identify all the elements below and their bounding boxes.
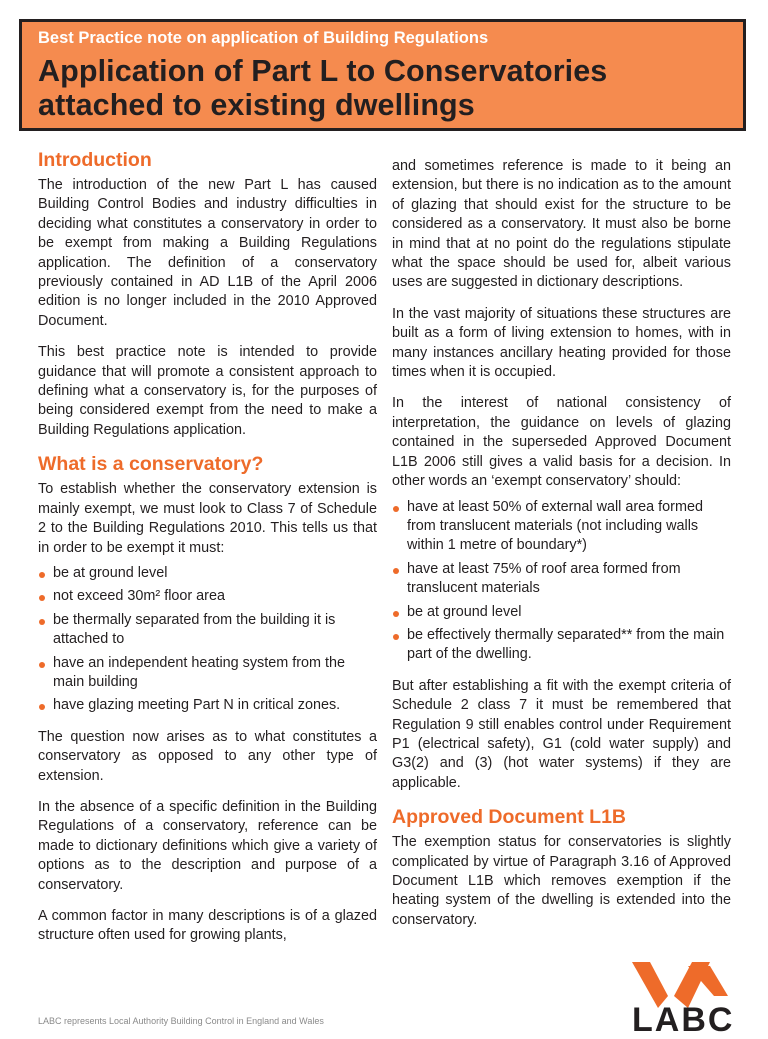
bullet-icon — [39, 662, 45, 668]
exempt-conservatory-criteria-list — [392, 498, 731, 665]
what-is-conservatory-heading: What is a conservatory? — [38, 453, 264, 476]
list-item: have at least 50% of external wall area formed from translucent materials (not including walls within 1 metre of boundary*) — [392, 498, 731, 556]
bullet-icon — [39, 704, 45, 710]
list-item: not exceed 30m² floor area — [38, 587, 377, 606]
intro-paragraph-1: The introduction of the new Part L has caused Building Control Bodies and industry difficulties in deciding what constitutes a conservatory in order to be exempt from making a Building Regulations application. The definition of a conservatory previously contained in AD L1B of the April 2006 edition is no longer included in the 2010 Approved Document. — [38, 177, 377, 329]
introduction-heading: Introduction — [38, 149, 152, 171]
right-paragraph-1: and sometimes reference is made to it being an extension, but there is no indication as to the amount of glazing that should exist for the structure to be considered as a conservatory. It must also be borne in mind that at no point do the regulations stipulate what the space should be used for, albeit various uses are suggested in dictionary descriptions. — [392, 158, 731, 291]
bullet-icon — [39, 595, 45, 601]
page-title-line-1: Application of Part L to Conservatories — [38, 54, 608, 88]
approved-document-l1b-heading: Approved Document L1B — [392, 806, 627, 829]
footer-note: LABC represents Local Authority Building Control in England and Wales — [38, 1016, 324, 1026]
list-item: be effectively thermally separated** from the main part of the dwelling. — [392, 626, 731, 665]
bullet-icon — [39, 619, 45, 625]
right-paragraph-5: The exemption status for conservatories is slightly complicated by virtue of Paragraph 3.16 of Approved Document L1B which removes exemption if the heating system of the dwelling is extended into the conservatory. — [392, 834, 731, 928]
list-item: have at least 75% of roof area formed from translucent materials — [392, 560, 731, 599]
right-paragraph-3: In the interest of national consistency of interpretation, the guidance on levels of glazing contained in the superseded Approved Document L1B 2006 still gives a valid basis for a decision. In other words an ‘exempt conservatory’ should: — [392, 395, 731, 490]
bullet-icon — [39, 572, 45, 578]
list-item: be at ground level — [38, 564, 377, 583]
left-column — [38, 148, 377, 958]
exemption-requirements-list — [38, 564, 377, 716]
bullet-icon — [393, 634, 399, 640]
what-paragraph-2: The question now arises as to what constitutes a conservatory as opposed to any other type of extension. — [38, 728, 377, 784]
bullet-icon — [393, 506, 399, 512]
right-column — [392, 157, 731, 942]
list-item: be at ground level — [392, 603, 731, 622]
what-paragraph-4: A common factor in many descriptions is of a glazed structure often used for growing plants, — [38, 908, 377, 944]
list-item: be thermally separated from the building it is attached to — [38, 611, 377, 650]
what-paragraph-1: To establish whether the conservatory extension is mainly exempt, we must look to Class 7 of Schedule 2 to the Building Regulations 2010. This tells us that in order to be exempt it must: — [38, 481, 377, 556]
page-title-line-2: attached to existing dwellings — [38, 88, 475, 122]
bullet-icon — [393, 611, 399, 617]
labc-logo-text: LABC — [632, 1001, 735, 1039]
what-paragraph-3: In the absence of a specific definition in the Building Regulations of a conservatory, reference can be made to dictionary definitions which give a variety of options as to the description and purpose of a conservatory. — [38, 798, 377, 893]
right-paragraph-2: In the vast majority of situations these structures are built as a form of living extension to homes, with in many instances ancillary heating provided for those times when it is occupied. — [392, 305, 731, 381]
right-paragraph-4: But after establishing a fit with the exempt criteria of Schedule 2 class 7 it must be remembered that Regulation 9 still enables control under Requirement P1 (electrical safety), G1 (cold water supply) and G3(2) and (3) (hot water systems) if they are applicable. — [392, 677, 731, 791]
intro-paragraph-2: This best practice note is intended to provide guidance that will promote a consistent approach to defining what a conservatory is, for the purposes of being considered exempt from the need to make a Building Regulations application. — [38, 344, 377, 438]
banner-kicker: Best Practice note on application of Building Regulations — [38, 29, 489, 47]
list-item: have glazing meeting Part N in critical zones. — [38, 696, 377, 715]
bullet-icon — [393, 568, 399, 574]
list-item: have an independent heating system from the main building — [38, 654, 377, 693]
title-banner — [19, 19, 746, 131]
